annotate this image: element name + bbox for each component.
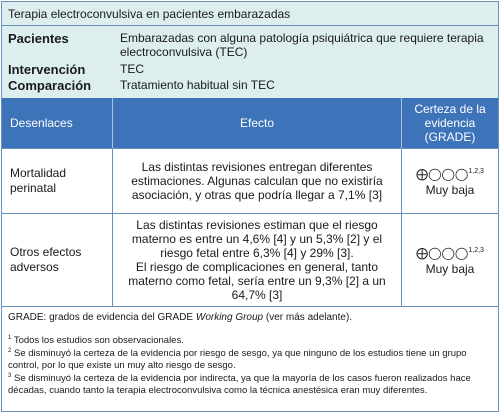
certainty-rating bbox=[416, 243, 484, 261]
outcome-cell: Mortalidad perinatal bbox=[2, 149, 113, 213]
footnote-text: Todos los estudios son observacionales. bbox=[13, 335, 184, 347]
certainty-symbols-icon: ⨁◯◯◯ bbox=[416, 246, 469, 260]
pacientes-value: Embarazadas con alguna patología psiquiátrica que requiere terapia electroconvulsiva (TEC) bbox=[120, 31, 484, 59]
effect-paragraph: El riesgo de complicaciones en general, tanto materno como fetal, sería entre un 9,3% [2] a un 64,7% [3] bbox=[128, 260, 386, 302]
footnote-number: 1 bbox=[8, 335, 12, 341]
grade-note-suffix: (ver más adelante). bbox=[263, 312, 353, 323]
effect-paragraph: Las distintas revisiones estiman que el riesgo materno es entre un 4,6% [4] y un 5,3% [2] y el riesgo fetal entre 6,3% [4] y 29% [3]. bbox=[131, 218, 383, 260]
certainty-cell bbox=[402, 214, 498, 306]
certainty-rating bbox=[416, 164, 484, 182]
effect-cell bbox=[113, 214, 402, 306]
certainty-footnote-refs: 1,2,3 bbox=[468, 247, 484, 254]
footnote-text: Se disminuyó la certeza de la evidencia por indirecta, ya que la mayoría de los casos fueron realizados hace décadas, cuando tanto la terapia electroconvulsiva como la técnica anestésica eran muy diferentes. bbox=[8, 373, 471, 396]
footnote-1 bbox=[8, 333, 494, 347]
grade-note-italic: Working Group bbox=[195, 312, 264, 323]
certainty-footnote-refs: 1,2,3 bbox=[468, 168, 484, 175]
grade-note bbox=[8, 312, 492, 323]
table-header bbox=[2, 98, 498, 148]
certainty-label: Muy baja bbox=[425, 183, 475, 197]
footnote-number: 3 bbox=[8, 373, 12, 379]
table-footnotes bbox=[2, 306, 498, 411]
table-row bbox=[2, 148, 498, 213]
intervencion-label: Intervención bbox=[8, 62, 86, 77]
summary-of-findings-table bbox=[1, 1, 499, 412]
grade-note-prefix: GRADE: grados de evidencia del GRADE bbox=[8, 312, 196, 323]
pico-section bbox=[2, 26, 498, 98]
comparacion-value: Tratamiento habitual sin TEC bbox=[120, 78, 275, 92]
comparacion-label: Comparación bbox=[8, 78, 92, 93]
certainty-cell bbox=[402, 149, 498, 213]
outcome-cell: Otros efectos adversos bbox=[2, 214, 113, 306]
header-certeza: Certeza de la evidencia (GRADE) bbox=[414, 102, 486, 144]
table-row bbox=[2, 213, 498, 306]
certainty-label: Muy baja bbox=[425, 262, 475, 276]
intervencion-value: TEC bbox=[120, 62, 144, 76]
footnote-2 bbox=[8, 346, 494, 371]
footnote-3 bbox=[8, 371, 494, 396]
table-title: Terapia electroconvulsiva en pacientes embarazadas bbox=[2, 2, 498, 26]
footnote-text: Se disminuyó la certeza de la evidencia por riesgo de sesgo, ya que ninguno de los estudios tiene un grupo control, por lo que existe un muy alto riesgo de sesgo. bbox=[8, 348, 467, 371]
footnote-number: 2 bbox=[8, 348, 12, 354]
certainty-symbols-icon: ⨁◯◯◯ bbox=[416, 167, 469, 181]
header-efecto: Efecto bbox=[113, 98, 402, 148]
header-desenlaces: Desenlaces bbox=[2, 98, 113, 148]
effect-cell: Las distintas revisiones entregan diferentes estimaciones. Algunas calculan que no existiría asociación, y otras que podría llegar a 7,1% [3] bbox=[113, 149, 402, 213]
pacientes-label: Pacientes bbox=[8, 31, 69, 46]
